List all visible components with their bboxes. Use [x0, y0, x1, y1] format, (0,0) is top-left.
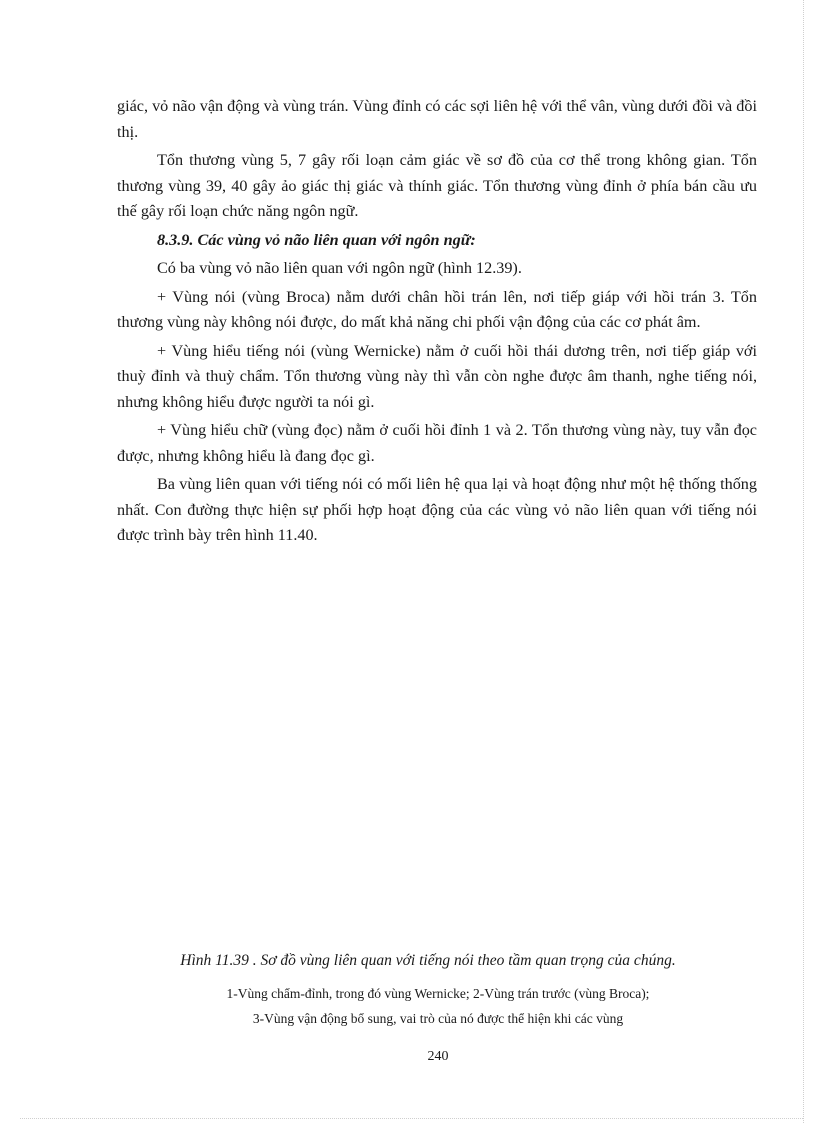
figure-caption-line-1: 1-Vùng chẩm-đỉnh, trong đó vùng Wernicke; 2-Vùng trán trước (vùng Broca); — [226, 986, 650, 1001]
paragraph-broca: + Vùng nói (vùng Broca) nằm dưới chân hồi trán lên, nơi tiếp giáp với hồi trán 3. Tổn thương vùng này không nói được, do mất khả năng chi phối vận động của các cơ phát âm. — [117, 287, 757, 331]
paragraph-wernicke: + Vùng hiểu tiếng nói (vùng Wernicke) nằm ở cuối hồi thái dương trên, nơi tiếp giáp với thuỳ đỉnh và thuỳ chẩm. Tổn thương vùng này thì vẫn còn nghe được âm thanh, nghe tiếng nói, nhưng không hiểu được người ta nói gì. — [117, 341, 757, 411]
paragraph-continuation: giác, vỏ não vận động và vùng trán. Vùng đỉnh có các sợi liên hệ với thể vân, vùng dưới đồi và đồi thị. — [117, 97, 757, 141]
paragraph-reading-area: + Vùng hiểu chữ (vùng đọc) nằm ở cuối hồi đỉnh 1 và 2. Tổn thương vùng này, tuy vẫn đọc được, nhưng không hiểu là đang đọc gì. — [117, 421, 757, 465]
paragraph-conclusion: Ba vùng liên quan với tiếng nói có mối liên hệ qua lại và hoạt động như một hệ thống thống nhất. Con đường thực hiện sự phối hợp hoạt động của các vùng vỏ não liên quan với tiếng nói được trình bày trên hình 11.40. — [117, 475, 757, 544]
paragraph-lesion-effects: Tổn thương vùng 5, 7 gây rối loạn cảm giác về sơ đồ của cơ thể trong không gian. Tổn thương vùng 39, 40 gây ảo giác thị giác và thính giác. Tổn thương vùng đỉnh ở phía bán cầu ưu thế gây rối loạn chức năng ngôn ngữ. — [117, 151, 757, 220]
page-number: 240 — [427, 1049, 449, 1064]
page-edge-right — [803, 0, 804, 1123]
page-edge-bottom — [20, 1118, 803, 1119]
figure-caption-line-2: 3-Vùng vận động bổ sung, vai trò của nó được thể hiện khi các vùng — [252, 1011, 624, 1026]
section-heading: 8.3.9. Các vùng vỏ não liên quan với ngôn ngữ: — [157, 230, 476, 249]
figure-caption-title: Hình 11.39 . Sơ đồ vùng liên quan với tiếng nói theo tầm quan trọng của chúng. — [180, 952, 676, 969]
paragraph-intro: Có ba vùng vỏ não liên quan với ngôn ngữ (hình 12.39). — [157, 259, 522, 277]
body-text — [117, 94, 757, 549]
